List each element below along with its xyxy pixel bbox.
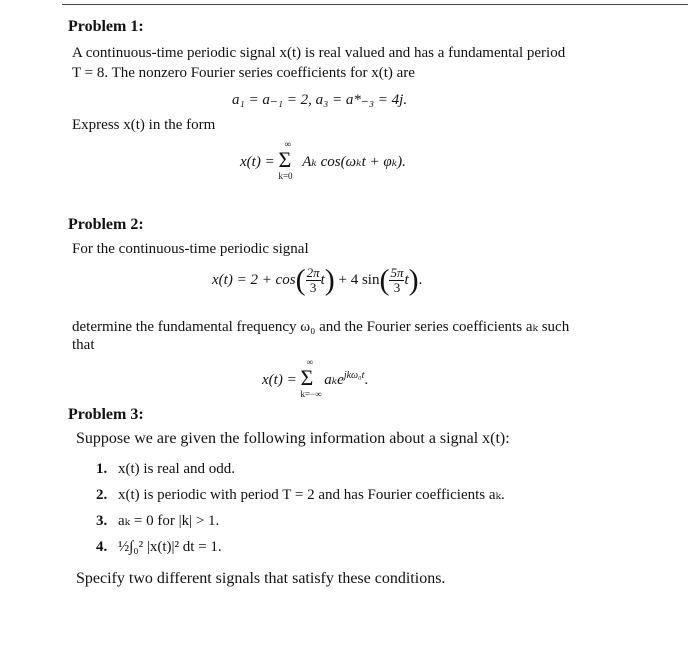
problem2-line3: that xyxy=(72,337,95,353)
sum-symbol: Σ ∞ k=−∞ xyxy=(300,356,322,399)
fraction-1: $\frac{2\pi}{3}$ xyxy=(306,265,320,296)
eq2-rhs: aₖe xyxy=(324,372,344,388)
sum-symbol: Σ ∞ k=0 xyxy=(278,138,293,181)
problem1-line3: Express x(t) in the form xyxy=(72,117,216,133)
sum-upper-limit: ∞ xyxy=(306,356,313,367)
problem2-line2: determine the fundamental frequency ω₀ and the Fourier series coefficients aₖ such xyxy=(72,319,570,335)
top-rule xyxy=(62,4,688,5)
problem2-heading: Problem 2: xyxy=(68,216,144,233)
eq2-lhs: x(t) = xyxy=(262,372,297,388)
problem1-line1: A continuous-time periodic signal x(t) is real valued and has a fundamental period xyxy=(72,45,566,61)
problem2-equation2: x(t) = Σ ∞ k=−∞ aₖe$^{jk\omega_0t}$. xyxy=(262,356,369,399)
list-item: 3. aₖ = 0 for |k| > 1. xyxy=(96,513,220,529)
problem1-equation2 xyxy=(240,138,406,181)
fraction-2: $\frac{5\pi}{3}$ xyxy=(390,265,404,296)
eq1-lhs: x(t) = 2 + cos xyxy=(212,272,296,288)
list-item: 4. ½∫₀² |x(t)|² dt = 1. xyxy=(96,539,222,555)
problem2-line1: For the continuous-time periodic signal xyxy=(72,241,309,257)
eq2-lhs: x(t) = xyxy=(240,154,275,170)
problem2-equation1: x(t) = 2 + cos( $\frac{2\pi}{3}$ t) + 4 sin( $\frac{5\pi}{3}$ t). xyxy=(212,263,423,297)
eq2-rhs: Aₖ cos(ωₖt + φₖ). xyxy=(302,154,406,170)
eq1-mid: + 4 sin xyxy=(338,272,380,288)
list-item: 2. x(t) is periodic with period T = 2 and has Fourier coefficients aₖ. xyxy=(96,487,505,503)
problem3-line1: Suppose we are given the following information about a signal x(t): xyxy=(76,430,510,447)
problem1-line2: T = 8. The nonzero Fourier series coefficients for x(t) are xyxy=(72,65,415,81)
sum-lower-limit: k=−∞ xyxy=(300,388,322,399)
problem1-equation1: a₁ = a₋₁ = 2, a₃ = a*₋₃ = 4j. xyxy=(232,92,408,108)
problem3-heading: Problem 3: xyxy=(68,406,144,423)
problem1-heading: Problem 1: xyxy=(68,18,144,35)
problem3-line2: Specify two different signals that satisfy these conditions. xyxy=(76,570,446,587)
sum-upper-limit: ∞ xyxy=(284,138,291,149)
eq2-exponent: jkω₀t xyxy=(343,370,365,381)
sum-lower-limit: k=0 xyxy=(278,170,293,181)
list-item: 1. x(t) is real and odd. xyxy=(96,461,236,477)
